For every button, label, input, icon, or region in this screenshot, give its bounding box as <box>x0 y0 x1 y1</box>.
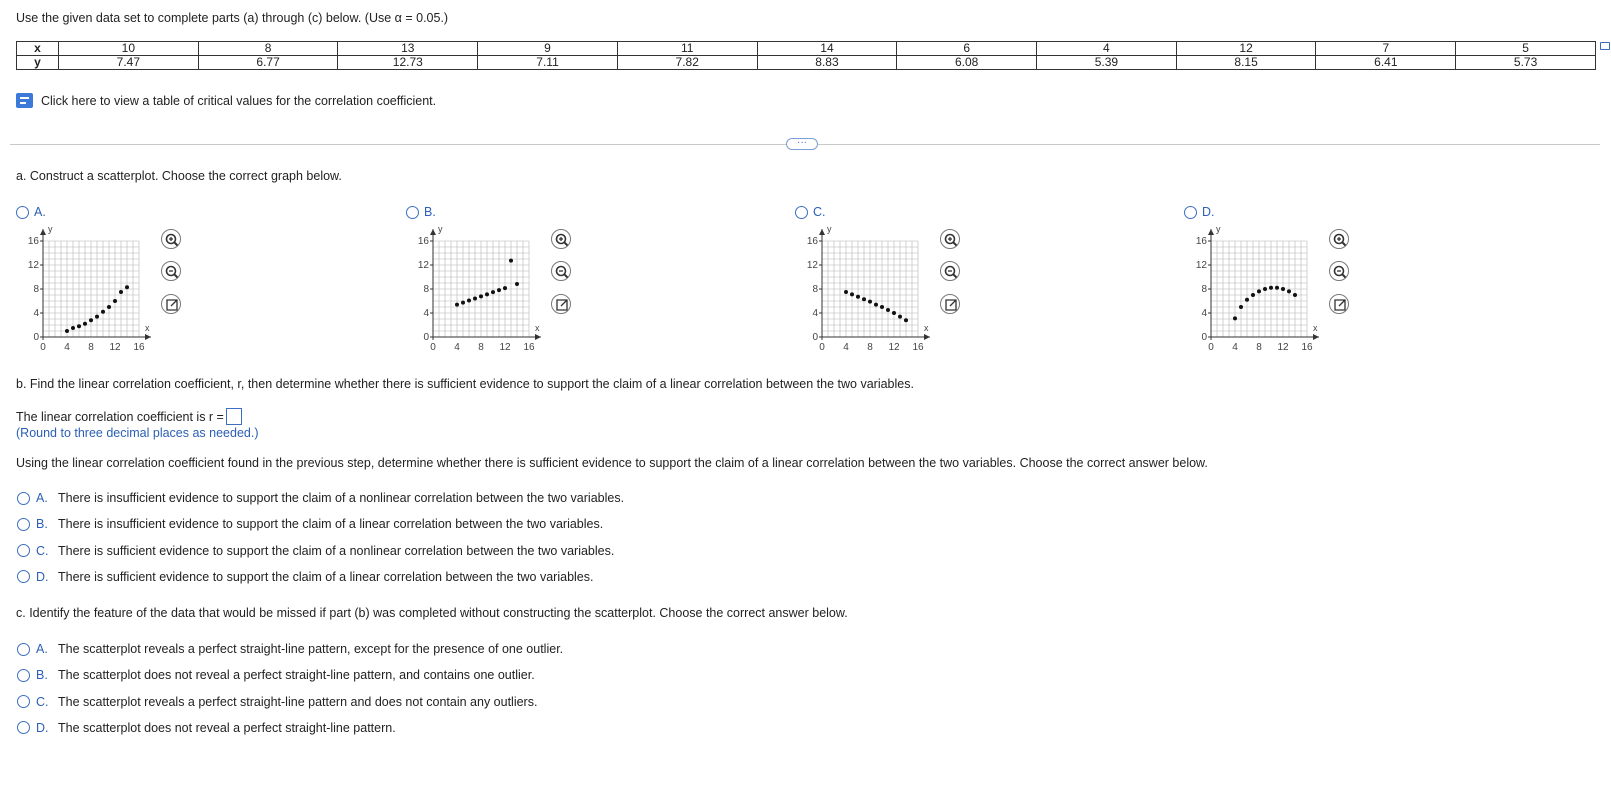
data-point <box>1263 287 1267 291</box>
x-axis-label: x <box>1313 323 1318 333</box>
r-answer-input[interactable] <box>226 408 242 425</box>
part-c-choice-c[interactable] <box>17 695 537 709</box>
r-label: The linear correlation coefficient is r = <box>16 410 224 424</box>
table-cell-y: 8.83 <box>757 56 897 70</box>
data-point <box>515 282 519 286</box>
choice-letter: C. <box>36 543 49 558</box>
part-b-choice-d[interactable] <box>17 570 593 584</box>
radio-button[interactable] <box>17 643 30 656</box>
graph-option-radio-row[interactable] <box>16 205 366 219</box>
data-point <box>904 318 908 322</box>
zoom-in-icon-glyph <box>162 230 182 250</box>
part-b-prompt: b. Find the linear correlation coefficient, r, then determine whether there is sufficient evidence to support the claim of a linear correlation between the two variables. <box>16 377 914 391</box>
popout-icon[interactable] <box>940 294 960 314</box>
part-a-prompt: a. Construct a scatterplot. Choose the correct graph below. <box>16 169 342 183</box>
table-cell-x: 5 <box>1456 42 1596 56</box>
table-cell-y: 6.08 <box>897 56 1037 70</box>
zoom-out-icon-glyph <box>552 262 572 282</box>
x-tick-label: 0 <box>1208 342 1214 353</box>
data-point <box>1239 305 1243 309</box>
x-tick-label: 0 <box>430 342 436 353</box>
zoom-out-icon[interactable] <box>940 261 960 281</box>
critical-values-link[interactable] <box>16 93 436 108</box>
expand-table-icon[interactable] <box>1600 42 1610 50</box>
graph-option-b <box>406 205 756 355</box>
choice-letter: A. <box>36 491 48 505</box>
table-cell-x: 11 <box>617 42 757 56</box>
y-tick-label: 8 <box>423 284 429 295</box>
table-cell-y: 7.11 <box>478 56 618 70</box>
x-tick-label: 4 <box>1232 342 1238 353</box>
y-tick-label: 8 <box>33 284 39 295</box>
data-point <box>862 297 866 301</box>
data-point <box>71 326 75 330</box>
data-point <box>1293 293 1297 297</box>
x-tick-label: 12 <box>109 342 121 353</box>
graph-option-c <box>795 205 1145 355</box>
y-axis-arrow-icon <box>819 229 825 235</box>
radio-button[interactable] <box>406 206 419 219</box>
choice-text: There is insufficient evidence to support the claim of a nonlinear correlation between the two variables. <box>58 491 625 505</box>
y-axis-arrow-icon <box>40 229 46 235</box>
data-point <box>509 259 513 263</box>
radio-button[interactable] <box>17 518 30 531</box>
choice-letter: A. <box>36 642 48 656</box>
radio-button[interactable] <box>17 669 30 682</box>
popout-icon[interactable] <box>1329 294 1349 314</box>
radio-button[interactable] <box>16 206 29 219</box>
table-cell-y: 8.15 <box>1176 56 1316 70</box>
table-cell-x: 7 <box>1316 42 1456 56</box>
choice-letter: C. <box>36 694 49 709</box>
data-point <box>503 286 507 290</box>
data-point <box>1287 289 1291 293</box>
zoom-in-icon[interactable] <box>161 229 181 249</box>
table-cell-y: 5.39 <box>1037 56 1177 70</box>
y-axis-label: y <box>48 227 53 234</box>
x-tick-label: 4 <box>454 342 460 353</box>
option-letter: C. <box>813 205 826 219</box>
x-tick-label: 4 <box>64 342 70 353</box>
y-header: y <box>17 56 59 70</box>
x-axis-arrow-icon <box>1313 334 1319 340</box>
table-cell-y: 6.41 <box>1316 56 1456 70</box>
x-tick-label: 16 <box>133 342 145 353</box>
option-letter: D. <box>1202 205 1215 219</box>
popout-icon[interactable] <box>161 294 181 314</box>
round-note: (Round to three decimal places as needed.) <box>16 426 259 440</box>
table-cell-x: 10 <box>59 42 199 56</box>
radio-button[interactable] <box>17 570 30 583</box>
y-tick-label: 0 <box>1201 332 1207 343</box>
table-cell-x: 9 <box>478 42 618 56</box>
data-point <box>898 315 902 319</box>
x-axis-label: x <box>145 323 150 333</box>
x-axis-label: x <box>535 323 540 333</box>
data-point <box>107 305 111 309</box>
data-point <box>1269 286 1273 290</box>
data-point <box>868 300 872 304</box>
x-tick-label: 4 <box>843 342 849 353</box>
data-point <box>119 290 123 294</box>
data-point <box>1251 293 1255 297</box>
x-tick-label: 16 <box>523 342 535 353</box>
x-tick-label: 8 <box>88 342 94 353</box>
data-point <box>856 295 860 299</box>
choice-text: There is sufficient evidence to support the claim of a nonlinear correlation between the two variables. <box>58 543 615 558</box>
data-point <box>125 285 129 289</box>
x-tick-label: 16 <box>1301 342 1313 353</box>
y-axis-label: y <box>1216 227 1221 234</box>
x-tick-label: 8 <box>478 342 484 353</box>
choice-text: The scatterplot reveals a perfect straight-line pattern, except for the presence of one outlier. <box>58 642 564 656</box>
y-tick-label: 16 <box>27 236 39 247</box>
part-c-prompt: c. Identify the feature of the data that would be missed if part (b) was completed without constructing the scatterplot. Choose the correct answer below. <box>16 606 848 620</box>
table-cell-x: 8 <box>198 42 338 56</box>
option-letter: B. <box>424 205 436 219</box>
instructions-text: Use the given data set to complete parts (a) through (c) below. (Use α = 0.05.) <box>16 11 449 25</box>
y-tick-label: 8 <box>1201 284 1207 295</box>
data-point <box>95 315 99 319</box>
zoom-in-icon-glyph <box>552 230 572 250</box>
choice-letter: B. <box>36 668 48 683</box>
scatterplot <box>795 227 955 357</box>
popout-icon-glyph <box>1330 295 1350 315</box>
popout-icon[interactable] <box>551 294 571 314</box>
data-point <box>1257 289 1261 293</box>
table-cell-y: 7.82 <box>617 56 757 70</box>
data-point <box>844 290 848 294</box>
data-point <box>455 303 459 307</box>
radio-button[interactable] <box>17 544 30 557</box>
zoom-out-icon-glyph <box>1330 262 1350 282</box>
y-tick-label: 4 <box>812 308 818 319</box>
data-point <box>850 292 854 296</box>
data-point <box>1245 298 1249 302</box>
table-cell-y: 5.73 <box>1456 56 1596 70</box>
choice-text: There is sufficient evidence to support the claim of a linear correlation between the two variables. <box>58 569 594 584</box>
table-cell-y: 12.73 <box>338 56 478 70</box>
y-axis-label: y <box>827 227 832 234</box>
data-point <box>101 310 105 314</box>
zoom-out-icon-glyph <box>941 262 961 282</box>
data-point <box>1275 286 1279 290</box>
data-point <box>880 305 884 309</box>
part-b-choice-a[interactable] <box>17 491 624 505</box>
table-cell-x: 12 <box>1176 42 1316 56</box>
y-tick-label: 16 <box>1195 236 1207 247</box>
part-b-choice-c[interactable] <box>17 544 614 558</box>
x-tick-label: 0 <box>40 342 46 353</box>
y-tick-label: 16 <box>806 236 818 247</box>
zoom-out-icon[interactable] <box>161 261 181 281</box>
data-point <box>1281 287 1285 291</box>
y-tick-label: 4 <box>1201 308 1207 319</box>
zoom-in-icon[interactable] <box>940 229 960 249</box>
table-cell-x: 14 <box>757 42 897 56</box>
y-tick-label: 12 <box>27 260 39 271</box>
data-point <box>886 308 890 312</box>
table-cell-y: 6.77 <box>198 56 338 70</box>
data-point <box>485 292 489 296</box>
zoom-in-icon-glyph <box>1330 230 1350 250</box>
choice-letter: D. <box>36 569 49 584</box>
y-tick-label: 12 <box>1195 260 1207 271</box>
data-point <box>467 299 471 303</box>
table-row-x <box>17 42 1596 56</box>
critical-values-link-label[interactable]: Click here to view a table of critical values for the correlation coefficient. <box>41 93 437 108</box>
data-point <box>113 299 117 303</box>
data-point <box>77 324 81 328</box>
choice-text: The scatterplot does not reveal a perfect straight-line pattern, and contains one outlier. <box>58 668 535 683</box>
y-tick-label: 8 <box>812 284 818 295</box>
data-point <box>461 301 465 305</box>
x-tick-label: 0 <box>819 342 825 353</box>
part-b-question: Using the linear correlation coefficient found in the previous step, determine whether there is sufficient evidence to support the claim of a linear correlation between the two variables. Choose the correct answer below. <box>16 456 1208 470</box>
zoom-in-icon-glyph <box>941 230 961 250</box>
y-axis-label: y <box>438 227 443 234</box>
radio-button[interactable] <box>795 206 808 219</box>
table-cell-x: 13 <box>338 42 478 56</box>
document-icon <box>16 93 33 108</box>
x-axis-label: x <box>924 323 929 333</box>
scatterplot <box>406 227 566 357</box>
data-point <box>874 303 878 307</box>
table-cell-x: 6 <box>897 42 1037 56</box>
table-cell-y: 7.47 <box>59 56 199 70</box>
y-tick-label: 12 <box>417 260 429 271</box>
graph-option-radio-row[interactable] <box>406 205 756 219</box>
data-point <box>1233 316 1237 320</box>
x-tick-label: 12 <box>499 342 511 353</box>
data-point <box>497 288 501 292</box>
graph-option-d <box>1184 205 1534 355</box>
y-tick-label: 0 <box>812 332 818 343</box>
data-point <box>83 322 87 326</box>
choice-text: The scatterplot does not reveal a perfect straight-line pattern. <box>58 720 396 735</box>
part-c-choice-b[interactable] <box>17 668 535 682</box>
zoom-out-icon[interactable] <box>1329 261 1349 281</box>
table-row-y <box>17 56 1596 70</box>
data-point <box>892 311 896 315</box>
y-tick-label: 4 <box>33 308 39 319</box>
zoom-in-icon[interactable] <box>1329 229 1349 249</box>
data-point <box>491 290 495 294</box>
y-tick-label: 12 <box>806 260 818 271</box>
y-axis-arrow-icon <box>430 229 436 235</box>
y-tick-label: 0 <box>423 332 429 343</box>
zoom-out-icon[interactable] <box>551 261 571 281</box>
radio-button[interactable] <box>17 721 30 734</box>
data-table <box>16 41 1596 70</box>
x-tick-label: 16 <box>912 342 924 353</box>
graph-option-radio-row[interactable] <box>1184 205 1534 219</box>
option-letter: A. <box>34 205 46 219</box>
zoom-in-icon[interactable] <box>551 229 571 249</box>
choice-text: There is insufficient evidence to support the claim of a linear correlation between the two variables. <box>58 517 604 532</box>
part-b-choice-b[interactable] <box>17 517 603 531</box>
part-c-choice-a[interactable] <box>17 642 563 656</box>
y-tick-label: 0 <box>33 332 39 343</box>
scatterplot <box>1184 227 1344 357</box>
scatterplot <box>16 227 176 357</box>
y-axis-arrow-icon <box>1208 229 1214 235</box>
graph-option-a <box>16 205 366 355</box>
table-cell-x: 4 <box>1037 42 1177 56</box>
y-tick-label: 4 <box>423 308 429 319</box>
popout-icon-glyph <box>941 295 961 315</box>
choice-text: The scatterplot reveals a perfect straight-line pattern and does not contain any outliers. <box>58 694 538 709</box>
x-header: x <box>17 42 59 56</box>
popout-icon-glyph <box>552 295 572 315</box>
data-point <box>479 294 483 298</box>
x-axis-arrow-icon <box>924 334 930 340</box>
zoom-out-icon-glyph <box>162 262 182 282</box>
x-tick-label: 8 <box>867 342 873 353</box>
radio-button[interactable] <box>17 492 30 505</box>
x-axis-arrow-icon <box>535 334 541 340</box>
x-tick-label: 12 <box>888 342 900 353</box>
radio-button[interactable] <box>1184 206 1197 219</box>
y-tick-label: 16 <box>417 236 429 247</box>
graph-option-radio-row[interactable] <box>795 205 1145 219</box>
x-tick-label: 8 <box>1256 342 1262 353</box>
more-button[interactable]: ··· <box>786 138 818 150</box>
popout-icon-glyph <box>162 295 182 315</box>
data-point <box>65 329 69 333</box>
radio-button[interactable] <box>17 695 30 708</box>
x-tick-label: 12 <box>1277 342 1289 353</box>
x-axis-arrow-icon <box>145 334 151 340</box>
data-point <box>89 318 93 322</box>
data-point <box>473 297 477 301</box>
r-value-line <box>16 408 242 425</box>
choice-letter: D. <box>36 720 49 735</box>
choice-letter: B. <box>36 517 48 532</box>
part-c-choice-d[interactable] <box>17 721 396 735</box>
